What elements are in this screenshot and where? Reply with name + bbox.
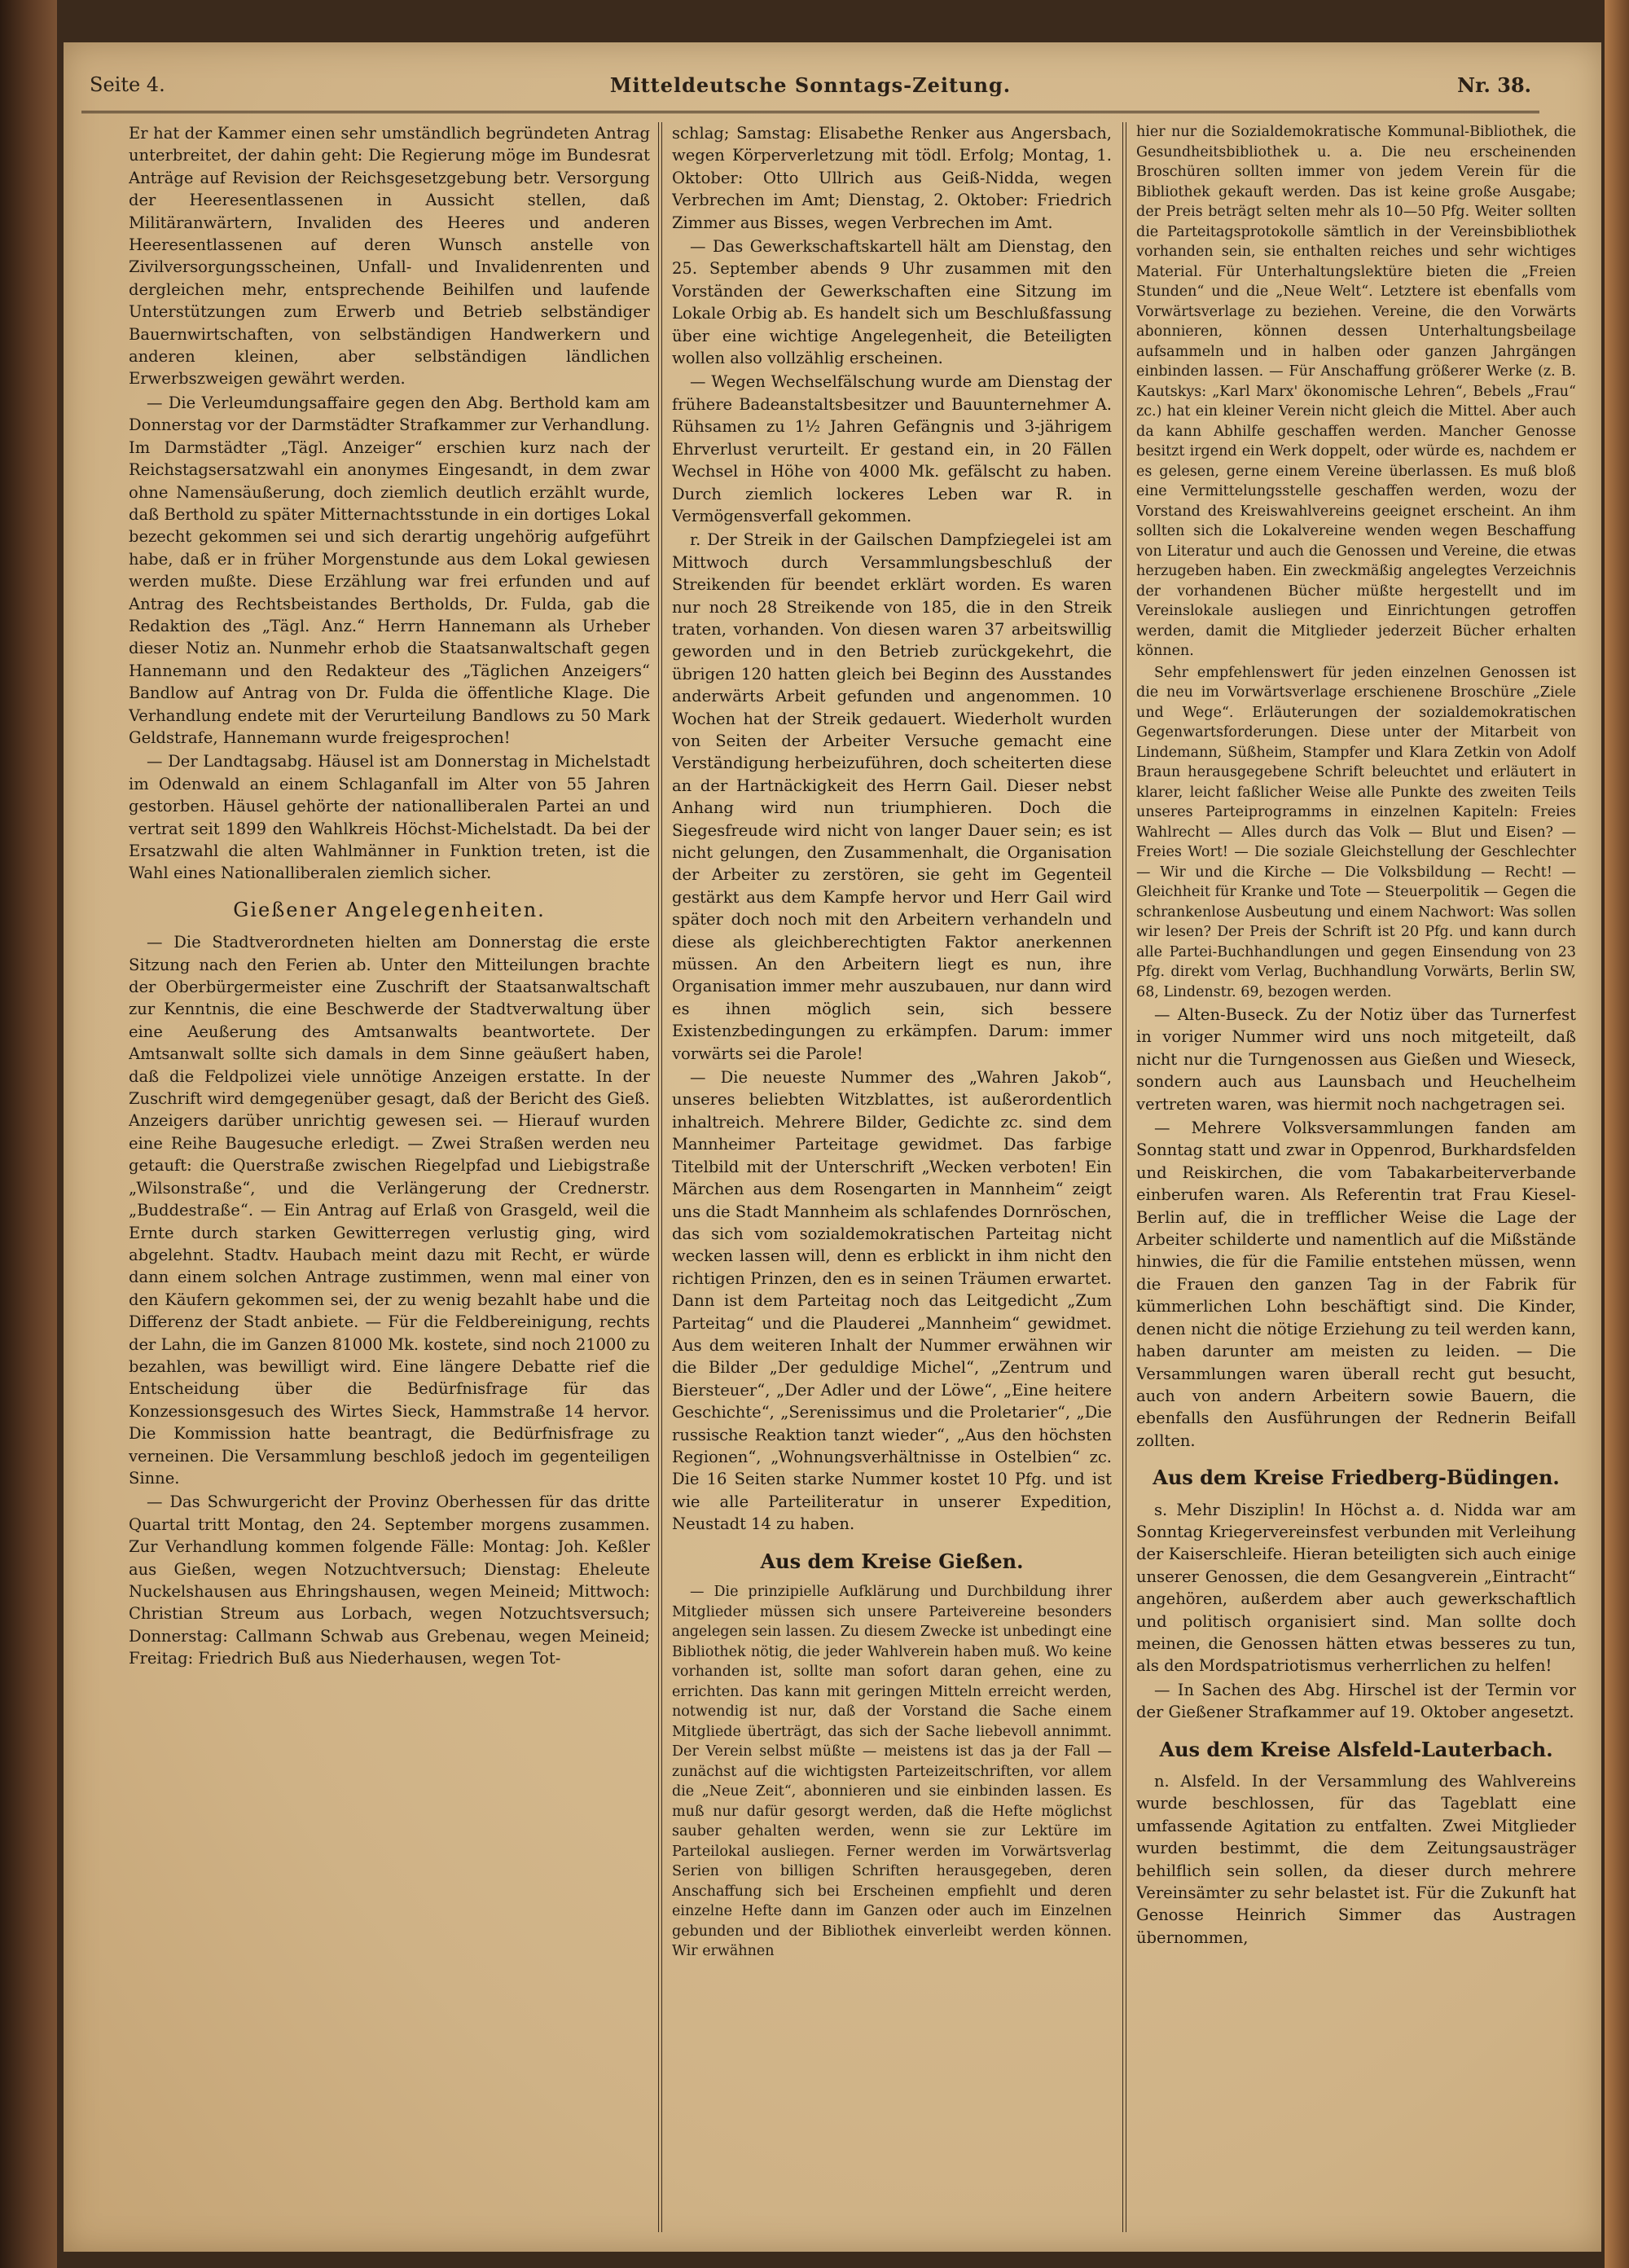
article-paragraph: — In Sachen des Abg. Hirschel ist der Termin vor der Gießener Strafkammer auf 19. Oktober angesetzt. (1136, 1680, 1576, 1722)
column-3 (1136, 122, 1576, 2240)
section-heading: Aus dem Kreise Gießen. (760, 1549, 1024, 1573)
page-label: Seite 4. (90, 73, 165, 96)
article-paragraph: s. Mehr Disziplin! In Höchst a. d. Nidda war am Sonntag Kriegervereinsfest verbunden mit Verleihung der Kaiserschleife. Hieran beteiligten sich auch einige unserer Genossen, die dem Gesangverein „Eintracht“ angehören, außerdem aber auch gewerkschaftlich und politisch organisiert sind. Man sollte doch meinen, die Genossen hätten etwas besseres zu tun, als den Mordspatriotismus verherrlichen zu helfen! (1136, 1500, 1576, 1676)
article-paragraph: — Die Stadtverordneten hielten am Donnerstag die erste Sitzung nach den Ferien ab. Unter den Mitteilungen brachte der Oberbürgermeister eine Zuschrift der Staatsanwaltschaft zur Kenntnis, die eine Beschwerde der Stadtverwaltung über eine Aeußerung des Amtsanwalts beantwortete. Der Amtsanwalt sollte sich damals in dem Sinne geäußert haben, daß die Feldpolizei viele unnötige Anzeigen erstatte. In der Zuschrift wird demgegenüber gesagt, daß der Bericht des Gieß. Anzeigers darüber unrichtig gewesen sei. — Hierauf wurden eine Reihe Baugesuche erledigt. — Zwei Straßen werden neu getauft: die Querstraße zwischen Riegelpfad und Liebigstraße „Wilsonstraße“, und die Verlängerung der Crednerstr. „Buddestraße“. — Ein Antrag auf Erlaß von Grasgeld, weil die Ernte durch starken Gewitterregen verlustig ging, wird abgelehnt. Stadtv. Haubach meint dazu mit Recht, er würde dann einem solchen Antrage zustimmen, wenn mal einer von den Käufern gekommen sei, der zu wenig bezahlt habe und die Differenz der Stadt anbiete. — Für die Feldbereinigung, rechts der Lahn, die im Ganzen 81000 Mk. kostete, sind noch 21000 zu bezahlen, was bewilligt wird. Eine längere Debatte rief die Entscheidung über die Bedürfnisfrage für das Konzessionsgesuch des Wirtes Sieck, Hammstraße 14 hervor. Die Kommission hatte beantragt, die Bedürfnisfrage zu verneinen. Die Versammlung beschloß jedoch im gegenteiligen Sinne. (129, 933, 650, 1488)
article-paragraph: — Das Gewerkschaftskartell hält am Dienstag, den 25. September abends 9 Uhr zusammen mit den Vorständen der Gewerkschaften eine Sitzung im Lokale Orbig ab. Es handelt sich um Beschlußfassung über eine wichtige Angelegenheit, die Beteiligten wollen also vollzählig erscheinen. (672, 237, 1112, 368)
article-paragraph: hier nur die Sozialdemokratische Kommunal-Bibliothek, die Gesundheitsbibliothek u. a. Die neu erscheinenden Broschüren sollten immer von jedem Verein für die Bibliothek gekauft werden. Das ist keine große Ausgabe; der Preis beträgt selten mehr als 10—50 Pfg. Weiter sollten die Parteitagsprotokolle sämtlich in der Vereinsbibliothek vorhanden sein, sie enthalten reiches und sehr wichtiges Material. Für Unterhaltungslektüre bieten die „Freien Stunden“ und die „Neue Welt“. Letztere ist ebenfalls vom Vorwärtsverlage zu beziehen. Vereine, die den Vorwärts abonnieren, können dessen Unterhaltungsbeilage aufsammeln und in halben oder ganzen Jahrgängen einbinden lassen. — Für Anschaffung größerer Werke (z. B. Kautskys: „Karl Marx' ökonomische Lehren“, Bebels „Frau“ zc.) hat ein kleiner Verein nicht gleich die Mittel. Aber auch da kann Abhilfe geschaffen werden. Mancher Genosse besitzt irgend ein Werk doppelt, oder würde es, nachdem er es gelesen, gerne einem Vereine überlassen. Es muß bloß eine Vermittelungsstelle geschaffen werden, wozu der Vorstand des Kreiswahlvereins geeignet erscheint. An ihm sollten sich die Lokalvereine wenden wegen Beschaffung von Literatur und auch die Genossen und Vereine, die etwas herzugeben haben. Ein zweckmäßig angelegtes Verzeichnis der vorhandenen Bücher müßte hergestellt und im Vereinslokale ausliegen und Einrichtungen getroffen werden, damit die Mitglieder jederzeit Bücher erhalten können. (1136, 124, 1576, 659)
book-binding (0, 0, 57, 2268)
column-rule (1122, 122, 1126, 2232)
article-paragraph: — Wegen Wechselfälschung wurde am Dienstag der frühere Badeanstaltsbesitzer und Bauunternehmer A. Rühsamen zu 1½ Jahren Gefängnis und 3-jährigem Ehrverlust verurteilt. Er gestand ein, in 20 Fällen Wechsel in Höhe von 4000 Mk. gefälscht zu haben. Durch ziemlich lockeres Leben war R. in Vermögensverfall gekommen. (672, 372, 1112, 525)
newspaper-title: Mitteldeutsche Sonntags-Zeitung. (609, 73, 1012, 97)
column-1 (129, 122, 650, 2240)
section-heading: Gießener Angelegenheiten. (233, 898, 546, 921)
page-header (81, 65, 1539, 113)
column-2 (672, 122, 1112, 2240)
column-rule (658, 122, 662, 2232)
article-paragraph: — Die prinzipielle Aufklärung und Durchbildung ihrer Mitglieder müssen sich unsere Parteivereine besonders angelegen sein lassen. Zu diesem Zwecke ist unbedingt eine Bibliothek nötig, die jeder Wahlverein haben muß. Wo keine vorhanden ist, sollte man sofort daran gehen, eine zu errichten. Das kann mit geringen Mitteln erreicht werden, notwendig ist nur, daß der Vorstand die Sache einem Mitgliede überträgt, das sich der Sache liebevoll annimmt. Der Verein selbst müßte — meistens ist das ja der Fall — zunächst auf die wichtigsten Parteizeitschriften, vor allem die „Neue Zeit“, abonnieren und sie einbinden lassen. Es muß nur dafür gesorgt werden, daß die Hefte möglichst sauber gehalten werden, wenn sie zur Lektüre im Parteilokal ausliegen. Ferner werden im Vorwärtsverlag Serien von billigen Schriften herausgegeben, deren Anschaffung sich bei Erscheinen empfiehlt und deren einzelne Hefte dann im Ganzen oder auch im Einzelnen gebunden und der Bibliothek einverleibt werden können. Wir erwähnen (672, 1584, 1112, 1959)
page-edge (1605, 0, 1629, 2268)
article-paragraph: schlag; Samstag: Elisabethe Renker aus Angersbach, wegen Körperverletzung mit tödl. Erfolg; Montag, 1. Oktober: Otto Ullrich aus Geiß-Nidda, wegen Verbrechen im Amt; Dienstag, 2. Oktober: Friedrich Zimmer aus Bisses, wegen Verbrechen im Amt. (672, 124, 1112, 232)
article-paragraph: r. Der Streik in der Gailschen Dampfziegelei ist am Mittwoch durch Versammlungsbeschluß der Streikenden für beendet erklärt worden. Es waren nur noch 28 Streikende von 185, die in den Streik traten, vorhanden. Von diesen waren 37 arbeitswillig geworden und in den Betrieb zurückgekehrt, die übrigen 120 hatten gleich bei Beginn des Ausstandes anderwärts Arbeit gefunden und angenommen. 10 Wochen hat der Streik gedauert. Wiederholt wurden von Seiten der Arbeiter Versuche gemacht eine Verständigung herbeizuführen, doch scheiterten diese an der Hartnäckigkeit des Herrn Gail. Dieser nebst Anhang wird nun triumphieren. Doch die Siegesfreude wird nicht von langer Dauer sein; es ist nicht gelungen, den Zusammenhalt, die Organisation der Arbeiter zu zerstören, sie geht im Gegenteil gestärkt aus dem Kampfe hervor und Herr Gail wird später doch noch mit den Arbeitern verhandeln und diese als gleichberechtigten Faktor anerkennen müssen. An den Arbeitern liegt es nun, ihre Organisation immer mehr auszubauen, nur dann wird es ihnen möglich sein, sich bessere Existenzbedingungen zu erkämpfen. Darum: immer vorwärts sei die Parole! (672, 530, 1112, 1063)
article-paragraph: Sehr empfehlenswert für jeden einzelnen Genossen ist die neu im Vorwärtsverlage erschienene Broschüre „Ziele und Wege“. Erläuterungen der sozialdemokratischen Gegenwartsforderungen. Diese unter der Mitarbeit von Lindemann, Süßheim, Stampfer und Klara Zetkin von Adolf Braun herausgegebene Schrift beleuchtet und erläutert in klarer, leicht faßlicher Weise alle Punkte des zweiten Teils unseres Parteiprogramms in einzelnen Kapiteln: Freies Wahlrecht — Alles durch das Volk — Blut und Eisen? — Freies Wort! — Die soziale Gleichstellung der Geschlechter — Wir und die Kirche — Die Volksbildung — Recht! — Gleichheit für Kranke und Tote — Steuerpolitik — Gegen die schrankenlose Ausbeutung und einem Nachwort: Was sollen wir lesen? Der Preis der Schrift ist 20 Pfg. und kann durch alle Partei-Buchhandlungen und gegen Einsendung von 23 Pfg. direkt vom Verlag, Buchhandlung Vorwärts, Berlin SW, 68, Lindenstr. 69, bezogen werden. (1136, 664, 1576, 1000)
article-paragraph: — Mehrere Volksversammlungen fanden am Sonntag statt und zwar in Oppenrod, Burkhardsfelden und Reiskirchen, die vom Tabakarbeiterverbande einberufen waren. Als Referentin trat Frau Kiesel-Berlin auf, die in trefflicher Weise die Lage der Arbeiter schilderte und namentlich auf die Mißstände hinwies, die für die Familie entstehen müssen, wenn die Frauen den ganzen Tag in der Fabrik für kümmerlichen Lohn beschäftigt sind. Die Kinder, denen nicht die nötige Erziehung zu teil werden kann, haben darunter am meisten zu leiden. — Die Versammlungen waren überall recht gut besucht, auch von andern Arbeitern sowie Bauern, die ebenfalls den Ausführungen der Rednerin Beifall zollten. (1136, 1119, 1576, 1450)
article-paragraph: — Das Schwurgericht der Provinz Oberhessen für das dritte Quartal tritt Montag, den 24. September morgens zusammen. Zur Verhandlung kommen folgende Fälle: Montag: Joh. Keßler aus Gießen, wegen Notzuchtversuch; Dienstag: Eheleute Nuckelshausen aus Ehringshausen, wegen Meineid; Mittwoch: Christian Streum aus Lorbach, wegen Notzuchtsversuch; Donnerstag: Callmann Schwab aus Grebenau, wegen Meineid; Freitag: Friedrich Buß aus Niederhausen, wegen Tot- (129, 1492, 650, 1668)
article-paragraph: — Alten-Buseck. Zu der Notiz über das Turnerfest in voriger Nummer wird uns noch mitgeteilt, daß nicht nur die Turngenossen aus Gießen und Wieseck, sondern auch aus Launsbach und Heuchelheim vertreten waren, was hiermit noch nachgetragen sei. (1136, 1005, 1576, 1114)
article-paragraph: — Die neueste Nummer des „Wahren Jakob“, unseres beliebten Witzblattes, ist außerordentlich inhaltreich. Mehrere Bilder, Gedichte zc. sind dem Mannheimer Parteitage gewidmet. Das farbige Titelbild mit der Unterschrift „Wecken verboten! Ein Märchen aus dem Rosengarten in Mannheim“ zeigt uns die Stadt Mannheim als schlafendes Dornröschen, das sich vom sozialdemokratischen Parteitag nicht wecken lassen will, denn es erblickt in ihm nicht den richtigen Prinzen, den es in seinen Träumen erwartet. Dann ist dem Parteitag noch das Leitgedicht „Zum Parteitag“ und die Plauderei „Mannheim“ gewidmet. Aus dem weiteren Inhalt der Nummer erwähnen wir die Bilder „Der geduldige Michel“, „Zentrum und Biersteuer“, „Der Adler und der Löwe“, „Eine heitere Geschichte“, „Serenissimus und die Proletarier“, „Die russische Reaktion tanzt wieder“, „Aus den höchsten Regionen“, „Wohnungsverhältnisse in Ostelbien“ zc. Die 16 Seiten starke Nummer kostet 10 Pfg. und ist wie alle Parteiliteratur in unserer Expedition, Neustadt 14 zu haben. (672, 1068, 1112, 1534)
article-paragraph: n. Alsfeld. In der Versammlung des Wahlvereins wurde beschlossen, für das Tageblatt eine umfassende Agitation zu entfalten. Zwei Mitglieder wurden bestimmt, die dem Zeitungsausträger behilflich sein sollen, da dieser durch mehrere Vereinsämter zu sehr belastet ist. Für die Zukunft hat Genosse Heinrich Simmer das Austragen übernommen, (1136, 1772, 1576, 1947)
article-paragraph: Er hat der Kammer einen sehr umständlich begründeten Antrag unterbreitet, der dahin geht: Die Regierung möge im Bundesrat Anträge auf Revision der Reichsgesetzgebung betr. Versorgung der Heeresentlassenen in Aussicht stellen, daß Militäranwärtern, Invaliden des Heeres und anderen Heeresentlassenen auf deren Wunsch anstelle von Zivilversorgungsscheinen, Unfall- und Invalidenrenten und dergleichen mehr, entsprechende Beihilfen und laufende Unterstützungen zum Erwerb und Betrieb selbständiger Bauernwirtschaften, von selbständigen Handwerkern und anderen kleinen, aber selbständigen ländlichen Erwerbszweigen gewährt werden. (129, 124, 650, 389)
section-heading: Aus dem Kreise Friedberg-Büdingen. (1153, 1466, 1560, 1490)
issue-number: Nr. 38. (1457, 73, 1531, 97)
article-paragraph: — Der Landtagsabg. Häusel ist am Donnerstag in Michelstadt im Odenwald an einem Schlaganfall im Alter von 55 Jahren gestorben. Häusel gehörte der nationalliberalen Partei an und vertrat seit 1899 den Wahlkreis Höchst-Michelstadt. Da bei der Ersatzwahl die alten Wahlmänner in Funktion treten, ist die Wahl eines Nationalliberalen ziemlich sicher. (129, 752, 650, 883)
section-heading: Aus dem Kreise Alsfeld-Lauterbach. (1159, 1737, 1553, 1761)
article-paragraph: — Die Verleumdungsaffaire gegen den Abg. Berthold kam am Donnerstag vor der Darmstädter Strafkammer zur Verhandlung. Im Darmstädter „Tägl. Anzeiger“ erschien kurz nach der Reichstagsersatzwahl ein anonymes Eingesandt, in dem zwar ohne Namensäußerung, doch ziemlich deutlich erzählt wurde, daß Berthold zu später Mitternachtsstunde in ein dortiges Lokal bezecht gekommen sei und sich derartig ungehörig aufgeführt habe, daß er in früher Morgenstunde aus dem Lokal gewiesen werden mußte. Diese Erzählung war frei erfunden und auf Antrag des Rechtsbeistandes Bertholds, Dr. Fulda, gab die Redaktion des „Tägl. Anz.“ Herrn Hannemann als Urheber dieser Notiz an. Nunmehr erhob die Staatsanwaltschaft gegen Hannemann und den Redakteur des „Täglichen Anzeigers“ Bandlow auf Antrag von Dr. Fulda die öffentliche Klage. Die Verhandlung endete mit der Verurteilung Bandlows zu 50 Mark Geldstrafe, Hannemann wurde freigesprochen! (129, 393, 650, 747)
